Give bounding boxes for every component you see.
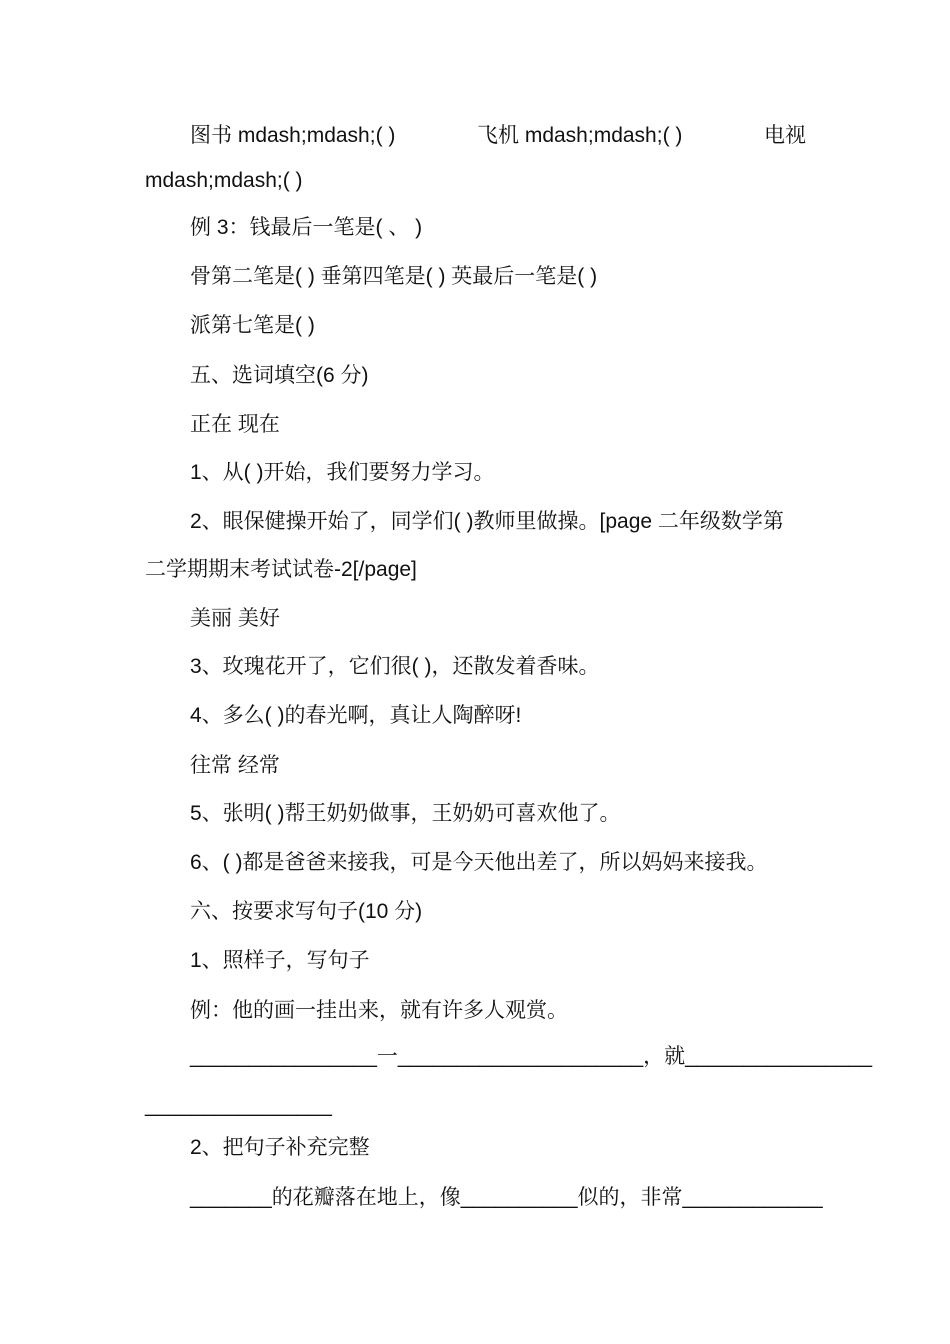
text-line: 二学期期末考试试卷-2[/page]	[145, 558, 417, 581]
example-sentence: 例：他的画一挂出来，就有许多人观赏。	[190, 999, 568, 1022]
text-segment: 电视	[764, 124, 806, 147]
question-item: 2、眼保健操开始了，同学们( )教师里做操。[page 二年级数学第	[190, 510, 784, 533]
section-heading: 五、选词填空(6 分)	[190, 364, 369, 387]
text-segment: 飞机 mdash;mdash;( )	[477, 124, 683, 147]
text-line: 例 3：钱最后一笔是( 、 )	[190, 216, 423, 239]
text-line	[190, 122, 806, 150]
text-line: 骨第二笔是( ) 垂第四笔是( ) 英最后一笔是( )	[190, 265, 598, 288]
question-item: 1、照样子，写句子	[190, 949, 370, 972]
question-item: 6、( )都是爸爸来接我，可是今天他出差了，所以妈妈来接我。	[190, 851, 768, 874]
text-line: 派第七笔是( )	[190, 314, 315, 337]
question-item: 3、玫瑰花开了，它们很( )，还散发着香味。	[190, 655, 600, 678]
question-item: 2、把句子补充完整	[190, 1136, 370, 1159]
fill-blank-line: ________________一_____________________，就________________	[190, 1045, 872, 1068]
section-heading: 六、按要求写句子(10 分)	[190, 900, 423, 923]
text-segment: 图书 mdash;mdash;( )	[190, 124, 396, 147]
text-line: mdash;mdash;( )	[145, 169, 303, 192]
fill-blank-line: _______的花瓣落在地上，像__________似的，非常____________	[190, 1186, 823, 1209]
word-choices: 往常 经常	[190, 754, 280, 777]
fill-blank-line: ________________	[145, 1094, 332, 1117]
question-item: 1、从( )开始，我们要努力学习。	[190, 461, 495, 484]
question-item: 5、张明( )帮王奶奶做事，王奶奶可喜欢他了。	[190, 802, 621, 825]
word-choices: 美丽 美好	[190, 607, 280, 630]
word-choices: 正在 现在	[190, 413, 280, 436]
question-item: 4、多么( )的春光啊，真让人陶醉呀!	[190, 704, 522, 727]
